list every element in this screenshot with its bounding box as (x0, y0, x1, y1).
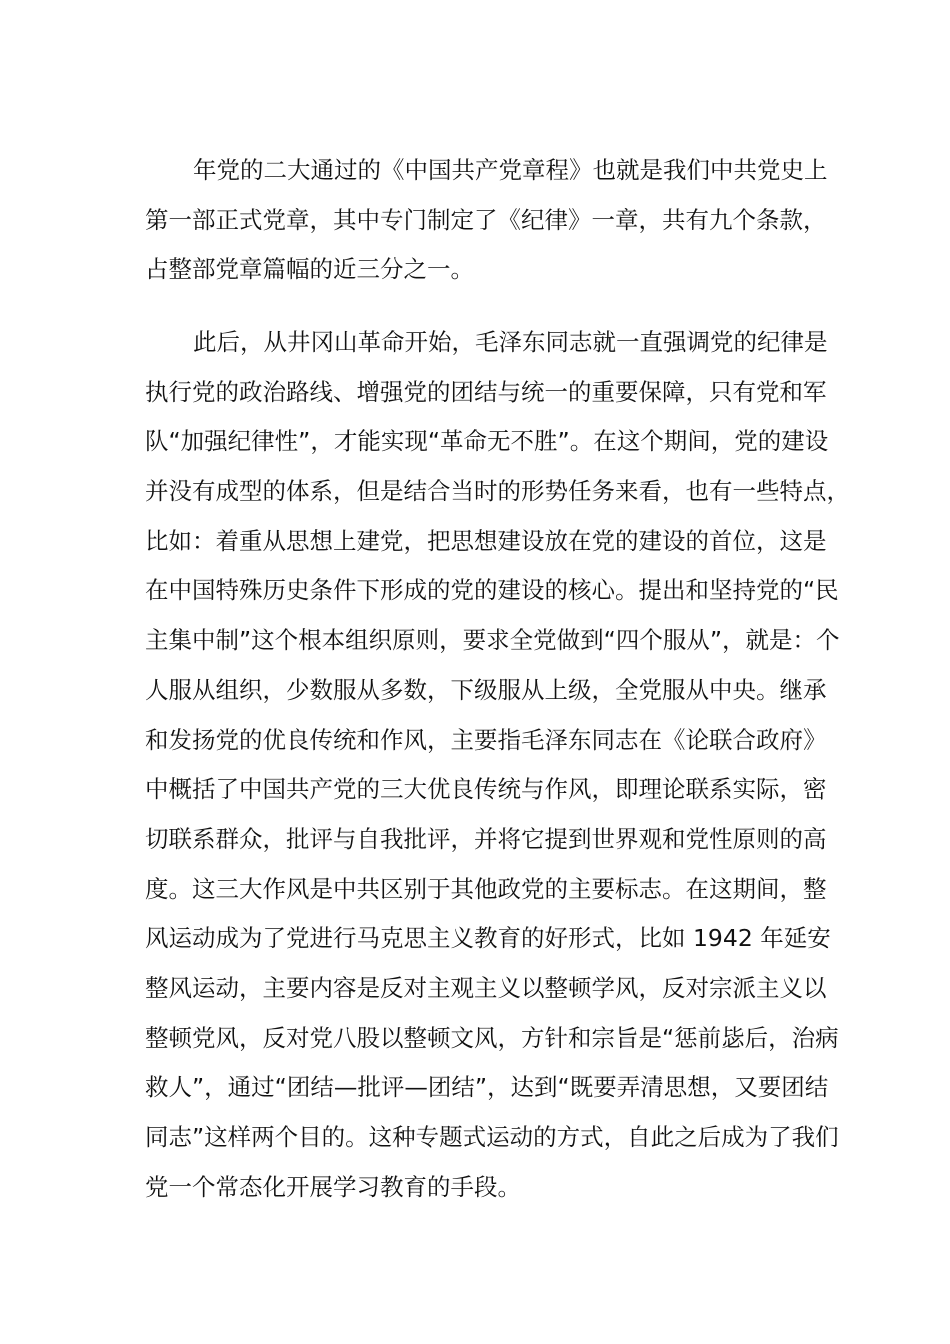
text-line: 整顿党风，反对党八股以整顿文风，方针和宗旨是“惩前毖后，治病 (145, 1023, 839, 1052)
text-line: 度。这三大作风是中共区别于其他政党的主要标志。在这期间，整 (145, 874, 827, 903)
text-line: 主集中制”这个根本组织原则，要求全党做到“四个服从”，就是：个 (145, 626, 840, 655)
text-line: 中概括了中国共产党的三大优良传统与作风，即理论联系实际，密 (145, 775, 827, 804)
text-line: 并没有成型的体系，但是结合当时的形势任务来看，也有一些特点， (145, 477, 850, 506)
text-line: 风运动成为了党进行马克思主义教育的好形式，比如 1942 年延安 (145, 924, 831, 953)
text-line: 救人”，通过“团结—批评—团结”，达到“既要弄清思想，又要团结 (145, 1073, 829, 1102)
text-line: 同志”这样两个目的。这种专题式运动的方式，自此之后成为了我们 (145, 1123, 839, 1151)
text-line: 执行党的政治路线、增强党的团结与统一的重要保障，只有党和军 (145, 377, 827, 406)
text-line: 在中国特殊历史条件下形成的党的建设的核心。提出和坚持党的“民 (145, 576, 839, 605)
text-line: 整风运动，主要内容是反对主观主义以整顿学风，反对宗派主义以 (145, 973, 827, 1002)
text-line: 人服从组织，少数服从多数，下级服从上级，全党服从中央。继承 (145, 675, 827, 704)
text-line: 第一部正式党章，其中专门制定了《纪律》一章，共有九个条款， (145, 205, 827, 234)
paragraph-party-constitution (145, 146, 828, 295)
text-line: 比如：着重从思想上建党，把思想建设放在党的建设的首位，这是 (145, 526, 827, 555)
text-line: 此后，从井冈山革命开始，毛泽东同志就一直强调党的纪律是 (193, 328, 828, 356)
text-line: 占整部党章篇幅的近三分之一。 (145, 255, 474, 284)
text-line: 和发扬党的优良传统和作风，主要指毛泽东同志在《论联合政府》 (145, 725, 827, 754)
text-line: 切联系群众，批评与自我批评，并将它提到世界观和党性原则的高 (145, 824, 827, 853)
text-line: 队“加强纪律性”，才能实现“革命无不胜”。在这个期间，党的建设 (145, 427, 829, 456)
paragraph-party-discipline-history (145, 318, 850, 1212)
text-line: 年党的二大通过的《中国共产党章程》也就是我们中共党史上 (193, 156, 828, 184)
text-line: 党一个常态化开展学习教育的手段。 (145, 1172, 521, 1201)
